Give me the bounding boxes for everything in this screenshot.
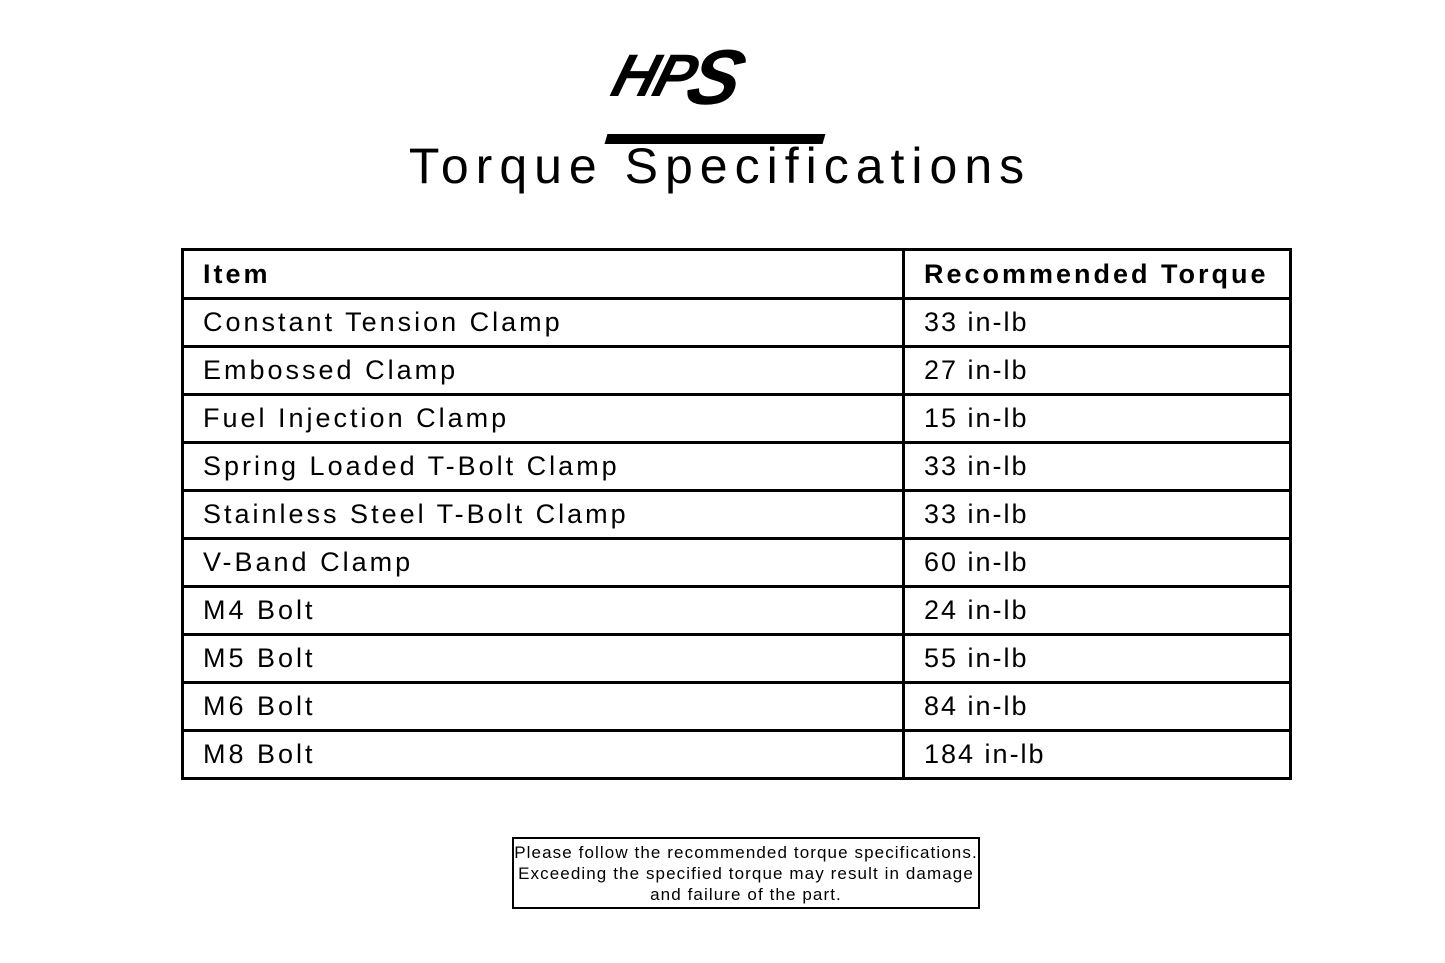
- page-title: Torque Specifications: [408, 138, 1032, 194]
- torque-cell: 33 in-lb: [904, 443, 1291, 491]
- hps-logo-text-s: S: [677, 33, 756, 121]
- note-line: and failure of the part.: [650, 884, 842, 904]
- note-line: Exceeding the specified torque may result in damage: [518, 863, 974, 883]
- column-header-item: Item: [183, 250, 904, 299]
- torque-cell: 27 in-lb: [904, 347, 1291, 395]
- table-row: [183, 539, 1291, 587]
- hps-logo-text-hp: HP: [604, 42, 704, 109]
- item-cell: Embossed Clamp: [183, 347, 904, 395]
- item-cell: M6 Bolt: [183, 683, 904, 731]
- item-cell: M8 Bolt: [183, 731, 904, 779]
- hps-logo-wordmark: [589, 33, 863, 121]
- torque-cell: 33 in-lb: [904, 491, 1291, 539]
- torque-cell: 24 in-lb: [904, 587, 1291, 635]
- item-cell: V-Band Clamp: [183, 539, 904, 587]
- item-cell: Spring Loaded T-Bolt Clamp: [183, 443, 904, 491]
- torque-warning-note-box: [512, 837, 980, 909]
- table-header-row: [183, 250, 1291, 299]
- table-row: [183, 587, 1291, 635]
- table-row: [183, 731, 1291, 779]
- hps-logo: [600, 33, 852, 121]
- item-cell: M4 Bolt: [183, 587, 904, 635]
- table-row: [183, 491, 1291, 539]
- column-header-recommended-torque: Recommended Torque: [904, 250, 1291, 299]
- table-row: [183, 347, 1291, 395]
- torque-cell: 84 in-lb: [904, 683, 1291, 731]
- table-row: [183, 635, 1291, 683]
- table-row: [183, 299, 1291, 347]
- item-cell: Stainless Steel T-Bolt Clamp: [183, 491, 904, 539]
- torque-cell: 15 in-lb: [904, 395, 1291, 443]
- table-row: [183, 443, 1291, 491]
- torque-table-body: [183, 299, 1291, 779]
- torque-cell: 60 in-lb: [904, 539, 1291, 587]
- torque-cell: 33 in-lb: [904, 299, 1291, 347]
- torque-spec-table: [181, 248, 1292, 780]
- torque-cell: 55 in-lb: [904, 635, 1291, 683]
- table-row: [183, 395, 1291, 443]
- table-row: [183, 683, 1291, 731]
- item-cell: Fuel Injection Clamp: [183, 395, 904, 443]
- note-line: Please follow the recommended torque specifications.: [514, 842, 978, 862]
- item-cell: M5 Bolt: [183, 635, 904, 683]
- torque-cell: 184 in-lb: [904, 731, 1291, 779]
- item-cell: Constant Tension Clamp: [183, 299, 904, 347]
